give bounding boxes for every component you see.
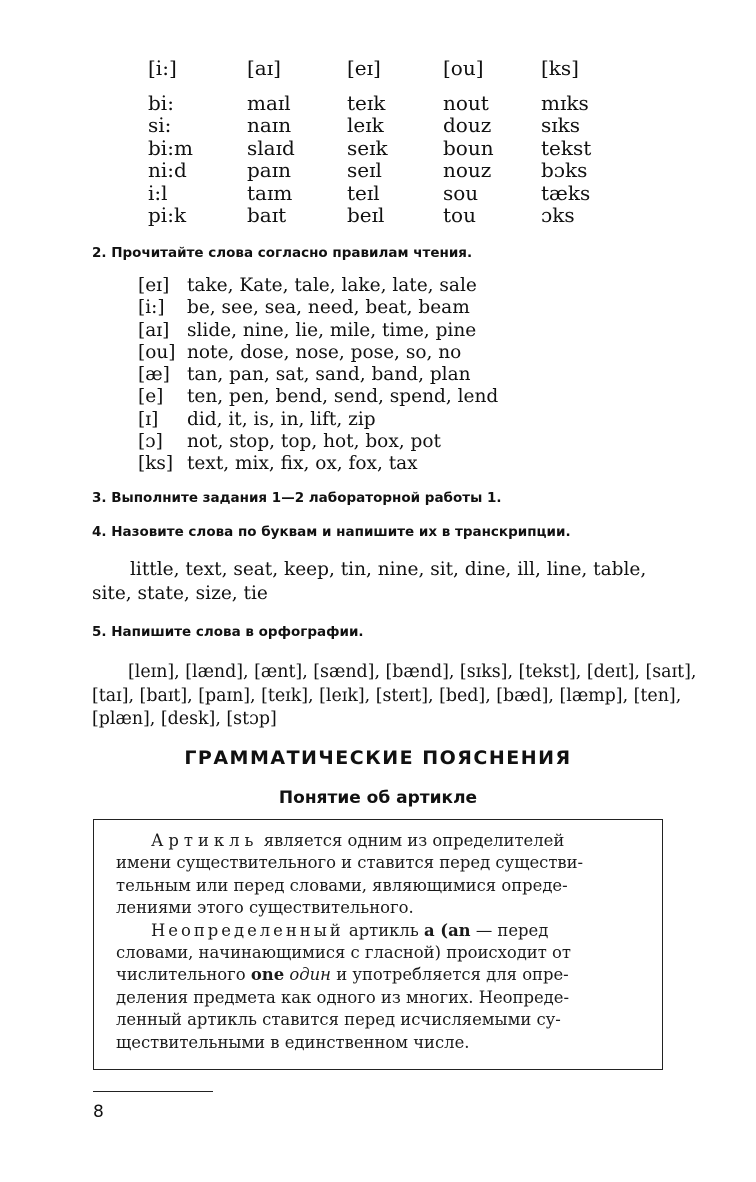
rule-words: not, stop, top, hot, box, pot [187,431,441,453]
text-line: тельным или перед словами, являющимися опреде- [116,875,568,895]
list-item [138,297,498,319]
table-cell: teɪk [347,91,386,115]
text-line: деления предмета как одного из многих. Неопреде- [116,987,569,1007]
phonetic-column [247,56,342,226]
text-line: ленный артикль ставится перед исчисляемыми су- [116,1010,561,1030]
rule-symbol: [ɔ] [138,431,163,453]
text-fragment: и употребляется для опре- [336,965,569,985]
list-item [138,275,498,297]
section-subheading: Понятие об артикле [278,788,478,808]
table-cell: leɪk [347,113,384,138]
rule-symbol: [e] [138,386,164,408]
rule-words: slide, nine, lie, mile, time, pine [187,319,477,341]
text-line: ществительными в единственном числе. [116,1032,470,1052]
table-cell: i:l [148,180,168,205]
column-header: [ou] [443,56,484,80]
text-fragment: — перед [475,920,549,940]
text-line: [plæn], [desk], [stɔp] [92,709,277,729]
table-cell: taɪm [247,180,293,205]
list-item [138,386,498,408]
text-line: [taɪ], [baɪt], [paɪn], [teɪk], [leɪk], [steɪt], [bed], [bæd], [læmp], [ten], [92,685,682,706]
table-cell: maɪl [247,91,291,115]
list-item [138,342,498,364]
reading-rules-list [138,275,498,476]
task-5-label: 5. Напишите слова в орфографии. [92,624,364,640]
table-cell: nout [443,91,489,115]
rule-words: did, it, is, in, lift, zip [187,408,376,430]
table-cell: paɪn [247,158,292,183]
table-cell: douz [443,113,492,138]
text-fragment: числительного [116,965,246,985]
text-line: лениями этого существительного. [116,898,414,918]
table-cell: ni:d [148,158,187,183]
list-item [138,409,498,431]
table-cell: sɪks [541,113,581,138]
task-3-label: 3. Выполните задания 1—2 лабораторной работы 1. [92,490,502,506]
task-4-label: 4. Назовите слова по буквам и напишите их в транскрипции. [92,524,571,540]
rule-words: be, see, sea, need, beat, beam [187,297,470,319]
rule-words: ten, pen, bend, send, spend, lend [187,386,499,408]
text-line [116,964,646,986]
column-header: [eɪ] [347,56,381,80]
column-header: [ks] [541,56,579,80]
text-fragment: артикль [348,920,419,940]
list-item [138,431,498,453]
footer-rule [93,1091,213,1092]
rule-symbol: [aɪ] [138,319,170,341]
table-cell: tou [443,202,476,227]
phonetic-column [148,56,243,226]
list-item [138,453,498,475]
table-cell: seɪl [347,158,382,183]
rule-symbol: [eɪ] [138,275,170,296]
rule-symbol: [ou] [138,341,176,363]
table-cell: naɪn [247,113,292,138]
text-line [116,920,646,942]
rule-symbol: [i:] [138,297,165,319]
rule-box-text [116,830,646,1054]
word-one-translation: один [289,965,331,985]
table-cell: teɪl [347,180,380,205]
text-fragment: является одним из определителей [263,831,565,850]
text-line: словами, начинающимися с гласной) происходит от [116,943,571,963]
text-line [116,830,646,852]
rule-symbol: [ɪ] [138,408,159,430]
table-cell: bi: [148,91,174,115]
text-line: имени существительного и ставится перед существи- [116,853,584,873]
table-cell: bɔks [541,158,588,183]
rule-symbol: [ks] [138,453,174,475]
term-indefinite: Неопределенный [151,920,344,940]
article-forms: a (an [423,920,471,940]
rule-words: take, Kate, tale, lake, late, sale [187,275,477,296]
column-header: [aɪ] [247,56,281,80]
list-item [138,364,498,386]
phonetic-column [541,56,636,226]
section-heading: ГРАММАТИЧЕСКИЕ ПОЯСНЕНИЯ [184,747,572,769]
table-cell: seɪk [347,135,388,160]
table-cell: tekst [541,135,592,160]
column-header: [i:] [148,56,177,80]
list-item [138,320,498,342]
table-cell: si: [148,113,172,138]
phonetic-column [347,56,442,226]
rule-symbol: [æ] [138,364,170,386]
page-number: 8 [93,1102,104,1122]
table-cell: pi:k [148,202,187,227]
table-cell: sou [443,180,479,205]
task-4-words [92,558,670,605]
rule-words: tan, pan, sat, sand, band, plan [187,364,471,386]
table-cell: nouz [443,158,492,183]
table-cell: tæks [541,180,591,205]
table-cell: mɪks [541,91,589,115]
table-cell: slaɪd [247,135,295,160]
table-cell: ɔks [541,202,575,227]
table-cell: bi:m [148,135,193,160]
term-article: Артикль [151,831,259,850]
task-2-label: 2. Прочитайте слова согласно правилам чтения. [92,245,473,261]
rule-words: note, dose, nose, pose, so, no [187,341,462,363]
text-line: site, state, size, tie [92,582,268,604]
table-cell: beɪl [347,202,385,227]
text-line: little, text, seat, keep, tin, nine, sit, dine, ill, line, table, [130,559,647,580]
table-cell: boun [443,135,494,160]
rule-words: text, mix, fix, ox, fox, tax [187,453,418,475]
word-one: one [250,965,285,985]
text-line: [leɪn], [lænd], [ænt], [sænd], [bænd], [sɪks], [tekst], [deɪt], [saɪt], [128,662,697,682]
table-cell: baɪt [247,202,287,227]
phonetic-column [443,56,538,226]
rule-box [93,819,663,1070]
task-5-transcriptions [92,661,697,732]
